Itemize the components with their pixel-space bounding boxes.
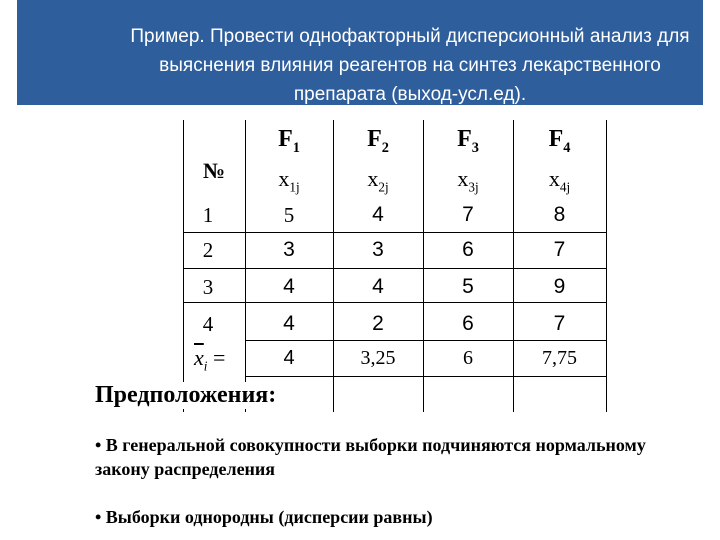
table-cell: 7 [553,238,566,261]
table-row-divider [183,268,607,269]
variable-label-1: $x_{1j}$ [278,166,300,195]
variable-label-3: $x_{3j}$ [457,166,479,195]
table-cell: 9 [553,275,566,298]
table-cell: 4 [283,312,295,335]
table-row-divider [183,302,607,303]
table-cell: 4 [372,203,384,226]
mean-label: $\overline{x}_i$ = [194,345,226,374]
row-number-header: № [202,158,226,183]
assumption-item: • Выборки однородны (дисперсии равны) [95,507,433,527]
factor-header-3: $F_3$ [457,126,479,156]
table-row-divider [245,376,607,377]
mean-value: 7,75 [542,347,577,369]
factor-header-2: $F_2$ [367,126,389,156]
table-border-right [606,120,607,412]
table-cell: 5 [283,203,295,227]
assumption-item: • В генеральной совокупности выборки подчиняются нормальному закону распределения [95,435,646,479]
slide-title: Пример. Провести однофакторный дисперсионный анализ для выяснения влияния реагентов на синтез лекарственного препарата (выход-усл.ед). [130,26,690,105]
row-number: 4 [202,312,214,336]
table-cell: 6 [462,312,474,335]
table-row-divider [245,340,607,341]
mean-value: 3,25 [360,347,396,369]
table-cell: 8 [553,203,566,226]
table-cell: 3 [372,238,384,261]
variable-label-4: $x_{4j}$ [548,166,571,195]
table-row-divider [183,232,607,233]
factor-header-1: $F_1$ [278,126,300,156]
variable-label-2: $x_{2j}$ [367,166,389,195]
row-number: 3 [202,275,214,299]
table-cell: 4 [372,275,384,298]
assumptions-heading: Предположения: [95,382,280,409]
mean-value: 6 [463,347,473,369]
table-cell: 5 [462,275,474,298]
table-cell: 6 [462,238,474,261]
factor-header-4: $F_4$ [548,126,571,156]
table-cell: 7 [553,312,566,335]
row-number: 2 [202,238,214,262]
table-cell: 7 [462,203,474,226]
mean-value: 4 [283,347,295,369]
table-cell: 3 [283,238,295,261]
table-cell: 4 [283,275,295,298]
row-number: 1 [202,203,214,227]
table-cell: 2 [372,312,384,335]
